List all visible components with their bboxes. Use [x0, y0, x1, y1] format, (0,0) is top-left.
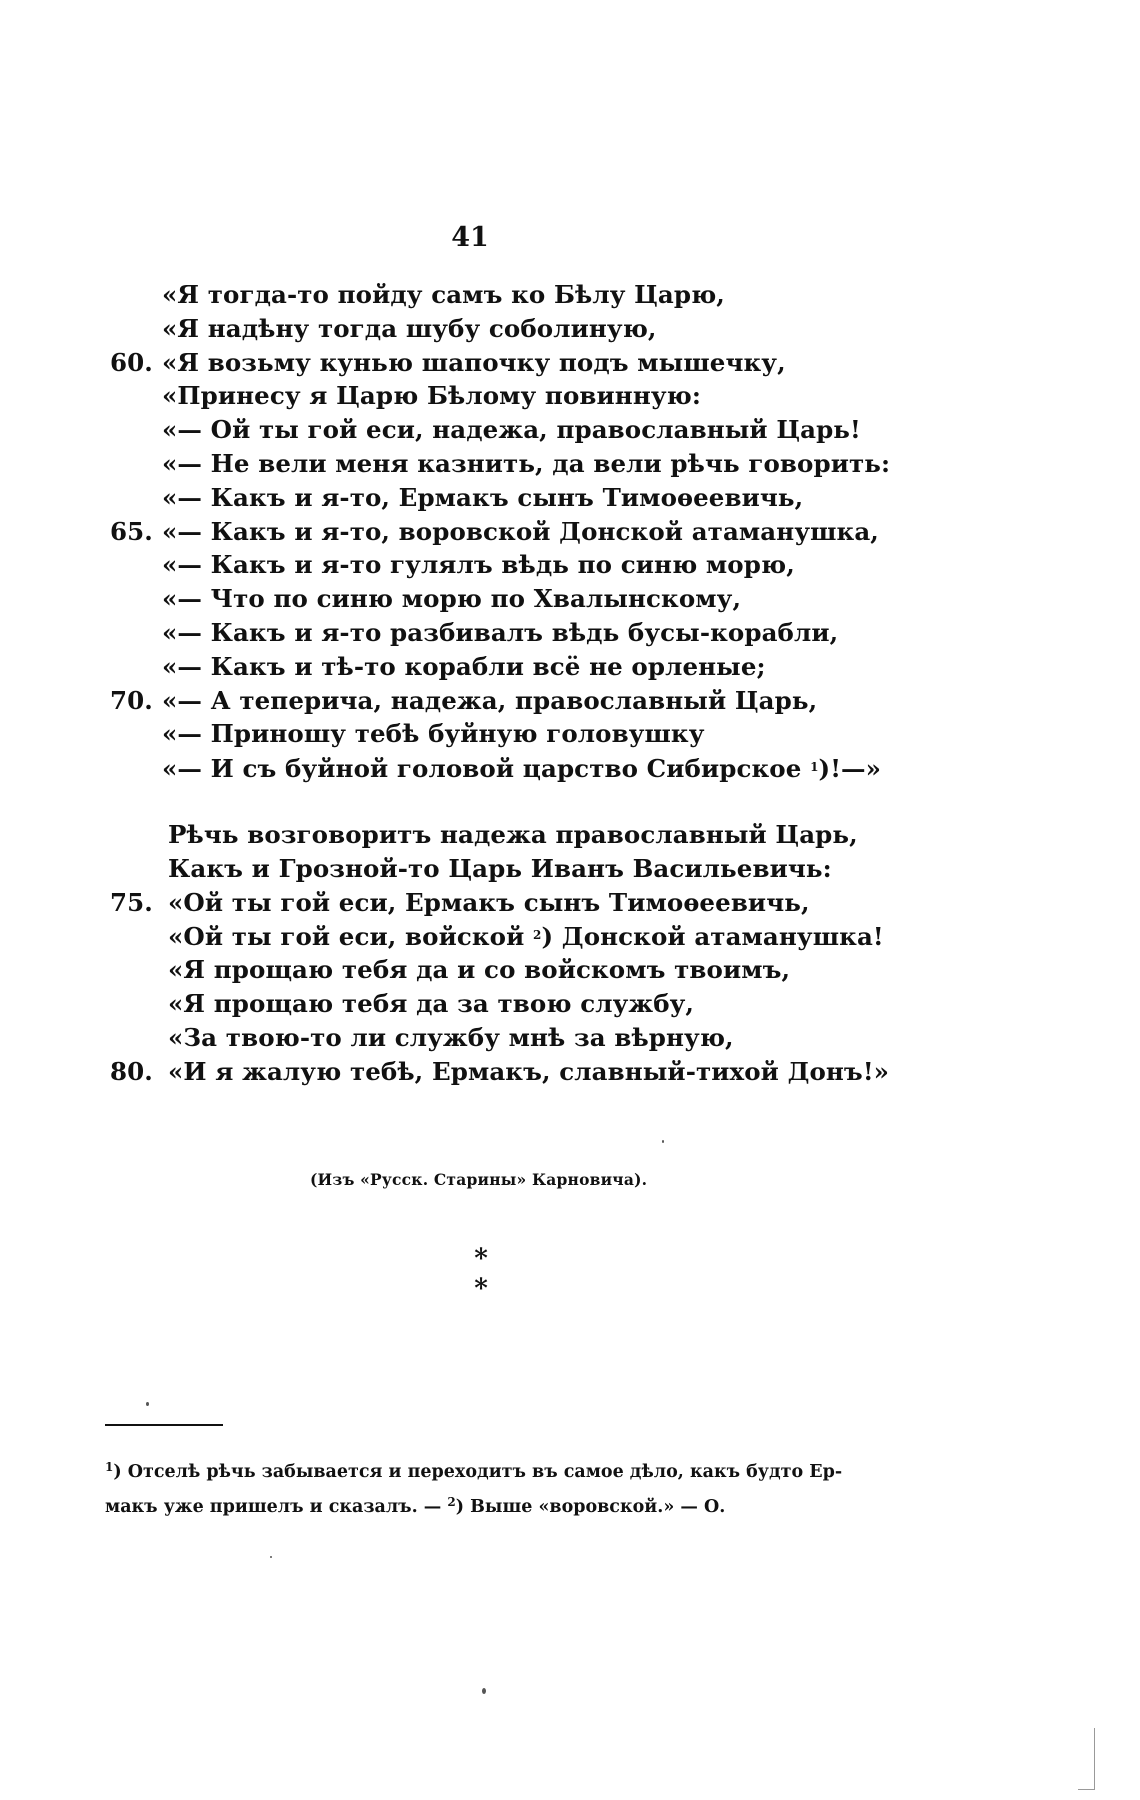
line-text: [168, 886, 810, 920]
line-text-main: «— Не вели меня казнить, да вели рѣчь говорить:: [162, 448, 891, 478]
line-text-main: «— Какъ и я-то, воровской Донской атаманушка,: [162, 516, 879, 546]
poem-line: [110, 650, 1010, 684]
line-text-main: «— Какъ и я-то разбивалъ вѣдь бусы-корабли,: [162, 617, 839, 647]
scan-edge-line: [1094, 1728, 1095, 1790]
scan-speck: [270, 1556, 272, 1558]
poem-line: [110, 312, 1010, 346]
poem-line: [110, 447, 1010, 481]
line-text: [162, 582, 741, 616]
line-text-main: «Ой ты гой еси, войской: [168, 922, 525, 952]
line-text-main: «Я возьму кунью шапочку подъ мышечку,: [162, 347, 786, 377]
line-text: [168, 987, 694, 1021]
line-text: [168, 818, 858, 852]
line-number: 60.: [110, 347, 153, 377]
line-text-main: «Я тогда-то пойду самъ ко Бѣлу Царю,: [162, 280, 725, 309]
poem-line: [110, 413, 1010, 447]
line-text-main: «— А теперича, надежа, православный Царь,: [162, 685, 818, 715]
line-text-main: Какъ и Грозной-то Царь Иванъ Васильевичь:: [168, 853, 832, 883]
scan-speck: [146, 1402, 149, 1406]
line-text: [162, 379, 701, 413]
source-citation: (Изъ «Русск. Старины» Карновича).: [310, 1170, 648, 1189]
line-text-main: «Я прощаю тебя да и со войскомъ твоимъ,: [168, 955, 791, 985]
line-text-main: Рѣчь возговоритъ надежа православный Царь,: [168, 819, 858, 849]
poem-line: [110, 616, 1010, 650]
line-text-main: «— Приношу тебѣ буйную головушку: [162, 719, 705, 749]
poem-line: [110, 1021, 1010, 1055]
line-number: 70.: [110, 685, 153, 715]
poem-line: [110, 852, 1010, 886]
poem-line: [110, 379, 1010, 413]
line-text: [168, 1055, 889, 1089]
poem-line: [110, 987, 1010, 1021]
poem-line: [110, 886, 1010, 920]
poem-line: [110, 818, 1010, 852]
section-break-asterisks: * *: [474, 1244, 496, 1304]
footnote-reference: 2: [533, 928, 542, 943]
line-text-main: «Ой ты гой еси, Ермакъ сынъ Тимоѳеевичь,: [168, 887, 810, 917]
scan-edge-line: [1078, 1789, 1095, 1790]
line-text: [162, 548, 795, 582]
line-text-main: «— Какъ и я-то гулялъ вѣдь по синю морю,: [162, 550, 795, 580]
line-text: [162, 447, 890, 481]
poem-line: [110, 953, 1010, 987]
poem-line: [110, 582, 1010, 616]
line-number: 65.: [110, 516, 153, 546]
line-text-main: «— Какъ и тѣ-то корабли всё не орленые;: [162, 651, 766, 681]
line-text: [168, 852, 832, 886]
footnote-1-text: ) Отселѣ рѣчь забывается и переходитъ въ самое дѣло, какъ будто Ер-: [113, 1462, 843, 1482]
scan-speck: [662, 1140, 664, 1143]
footnote-line-2: [105, 1487, 855, 1522]
line-text-main: «И я жалую тебѣ, Ермакъ, славный-тихой Донъ!»: [168, 1056, 890, 1086]
footnote-reference: 1: [810, 760, 819, 775]
line-text: [162, 413, 861, 447]
footnote-2-text: ) Выше «воровской.» — О.: [455, 1497, 726, 1517]
line-text: [162, 278, 725, 312]
line-text: [162, 717, 705, 751]
footnote-marker-1: 1: [105, 1460, 114, 1474]
line-text: [162, 684, 817, 718]
line-text: [162, 312, 657, 346]
line-text-main: «— Какъ и я-то, Ермакъ сынъ Тимоѳеевичь,: [162, 482, 804, 512]
line-text: [168, 1021, 734, 1055]
poem-stanza-2: [110, 818, 1010, 1088]
poem-stanza-1: [110, 278, 1010, 785]
footnote-marker-2: 2: [447, 1495, 456, 1509]
line-text: [162, 515, 879, 549]
line-text: [168, 919, 884, 954]
page-number: 41: [451, 222, 489, 253]
line-text: [162, 650, 766, 684]
line-text-main: «— И съ буйной головой царство Сибирское: [162, 754, 802, 784]
line-text-after: )!—»: [818, 754, 882, 784]
footnote-line-1: [105, 1452, 855, 1487]
line-text-main: «Я прощаю тебя да за твою службу,: [168, 988, 695, 1018]
poem-line: [110, 481, 1010, 515]
line-number: 80.: [110, 1056, 153, 1086]
poem-line: [110, 717, 1010, 751]
poem: [110, 278, 1010, 1088]
poem-line: [110, 278, 1010, 312]
line-text: [162, 481, 803, 515]
line-text-main: «— Ой ты гой еси, надежа, православный Царь!: [162, 415, 861, 445]
line-text-main: «Я надѣну тогда шубу соболиную,: [162, 313, 657, 343]
poem-line: [110, 919, 1010, 953]
line-text-main: «Принесу я Царю Бѣлому повинную:: [162, 381, 702, 411]
footnote-rule: [105, 1424, 223, 1426]
scan-speck: [482, 1688, 486, 1694]
line-text: [162, 346, 786, 380]
poem-line: [110, 684, 1010, 718]
line-text: [162, 751, 881, 786]
poem-line: [110, 548, 1010, 582]
footnote-1-text-continued: макъ уже пришелъ и сказалъ. —: [105, 1497, 442, 1517]
line-number: 75.: [110, 887, 153, 917]
line-text-after: ) Донской атаманушка!: [541, 922, 884, 952]
poem-line: [110, 515, 1010, 549]
footnotes: [105, 1452, 855, 1522]
line-text-main: «За твою-то ли службу мнѣ за вѣрную,: [168, 1022, 734, 1052]
line-text-main: «— Что по синю морю по Хвалынскому,: [162, 584, 742, 614]
line-text: [168, 953, 790, 987]
poem-line: [110, 1055, 1010, 1089]
poem-line: [110, 346, 1010, 380]
line-text: [162, 616, 838, 650]
poem-line: [110, 751, 1010, 785]
